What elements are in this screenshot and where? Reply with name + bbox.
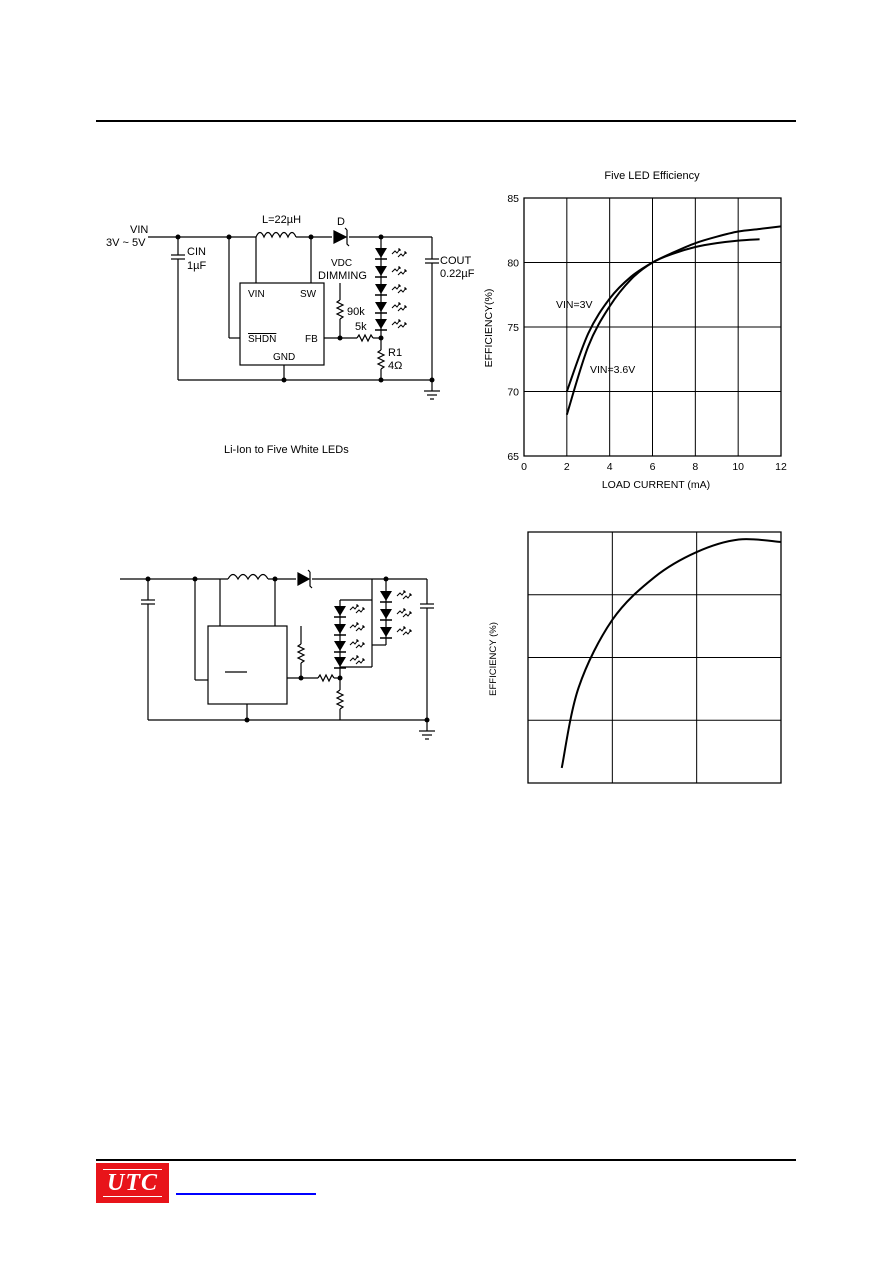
chart1-y-tick-label: 80: [507, 257, 519, 270]
dimming-label: DIMMING: [318, 270, 367, 282]
circuit1-caption: Li-Ion to Five White LEDs: [224, 444, 349, 456]
chart1-y-tick-label: 70: [507, 386, 519, 399]
cout-label: COUT: [440, 255, 472, 267]
r-5k-label: 5k: [355, 321, 367, 333]
r-90k-label: 90k: [347, 306, 365, 318]
r1-label: R1: [388, 347, 403, 359]
circuit1-labels: [106, 214, 475, 456]
chart2-series-group: [562, 539, 781, 768]
chart1-series-group: [567, 226, 781, 414]
ic-sw-pin: SW: [300, 289, 317, 300]
vdc-label: VDC: [331, 258, 353, 269]
diode-label: D: [337, 216, 345, 228]
ic-gnd-pin: GND: [273, 352, 296, 363]
chart1-x-tick-label: 6: [649, 461, 656, 473]
cin-value: 1µF: [187, 260, 207, 272]
chart1-y-ticks: [507, 193, 519, 463]
footer-link-underline[interactable]: [176, 1193, 316, 1195]
chart1-x-tick-label: 12: [775, 461, 787, 473]
utc-logo: [96, 1163, 169, 1203]
chart1-x-tick-label: 4: [606, 461, 613, 473]
chart1-annotation-vin-3-6v: VIN=3.6V: [590, 364, 636, 376]
vin-range: 3V ~ 5V: [106, 237, 146, 249]
chart1-y-tick-label: 85: [507, 193, 519, 205]
cout-value: 0.22µF: [440, 268, 475, 280]
ic-vin-pin: VIN: [248, 289, 265, 300]
chart1-y-tick-label: 65: [507, 451, 519, 463]
inductor-label: L=22µH: [262, 214, 302, 226]
chart1-x-tick-label: 10: [732, 461, 745, 473]
circuit1-leds: [375, 248, 406, 330]
chart1-x-ticks: [521, 461, 787, 473]
cin-label: CIN: [187, 246, 206, 258]
chart1-xlabel: LOAD CURRENT (mA): [601, 479, 711, 491]
chart-efficiency-second: [488, 532, 781, 783]
ic-fb-pin: FB: [305, 334, 318, 345]
chart2-series-efficiency: [562, 539, 781, 768]
r1-value: 4Ω: [388, 360, 403, 372]
chart1-title: Five LED Efficiency: [604, 170, 700, 182]
chart1-x-tick-label: 8: [692, 461, 699, 473]
chart1-ylabel: EFFICIENCY(%): [483, 288, 495, 368]
ic-shdn-pin: SHDN: [248, 334, 277, 345]
utc-logo-mark: UTC: [103, 1169, 162, 1197]
chart1-x-tick-label: 2: [563, 461, 570, 473]
chart1-grid: [524, 198, 781, 456]
chart-five-led-efficiency: [483, 170, 787, 491]
chart1-annotation-vin-3v: VIN=3V: [556, 299, 593, 311]
chart2-ylabel: EFFICIENCY (%): [488, 622, 499, 696]
vin-label: VIN: [130, 224, 149, 236]
chart1-x-tick-label: 0: [521, 461, 527, 473]
chart1-y-tick-label: 75: [507, 322, 519, 334]
